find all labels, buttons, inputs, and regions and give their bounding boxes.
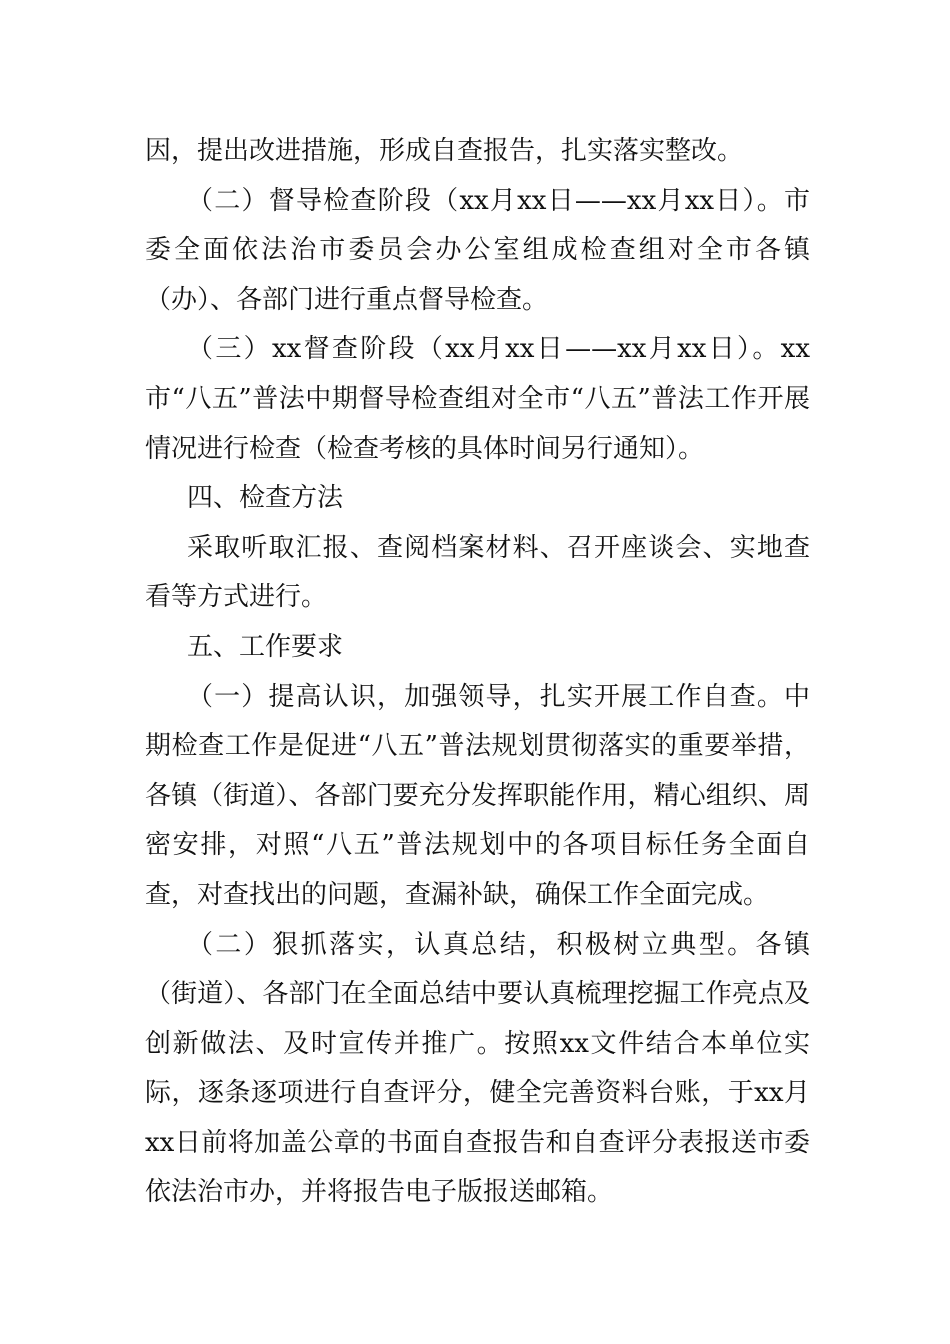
paragraph-inspection-stage: （三）xx督查阶段（xx月xx日——xx月xx日）。xx市“八五”普法中期督导检查组对全市“八五”普法工作开展情况进行检查（检查考核的具体时间另行通知）。 [145,334,810,464]
document-body [145,127,810,1218]
paragraph-supervision-stage: （二）督导检查阶段（xx月xx日——xx月xx日）。市委全面依法治市委员会办公室组成检查组对全市各镇（办）、各部门进行重点督导检查。 [145,185,810,315]
paragraph-continuation: 因，提出改进措施，形成自查报告，扎实落实整改。 [145,136,744,166]
paragraph-methods: 采取听取汇报、查阅档案材料、召开座谈会、实地查看等方式进行。 [145,532,810,613]
section-heading-requirements: 五、工作要求 [187,631,344,662]
section-heading-methods: 四、检查方法 [187,483,344,514]
paragraph-requirement-2: （二）狠抓落实，认真总结，积极树立典型。各镇（街道）、各部门在全面总结中要认真梳理挖掘工作亮点及创新做法、及时宣传并推广。按照xx文件结合本单位实际，逐条逐项进行自查评分，健全完善资料台账，于xx月xx日前将加盖公章的书面自查报告和自查评分表报送市委依法治市办，并将报告电子版报送邮箱。 [145,929,810,1208]
paragraph-requirement-1: （一）提高认识，加强领导，扎实开展工作自查。中期检查工作是促进“八五”普法规划贯彻落实的重要举措，各镇（街道）、各部门要充分发挥职能作用，精心组织、周密安排，对照“八五”普法规划中的各项目标任务全面自查，对查找出的问题，查漏补缺，确保工作全面完成。 [145,681,810,910]
